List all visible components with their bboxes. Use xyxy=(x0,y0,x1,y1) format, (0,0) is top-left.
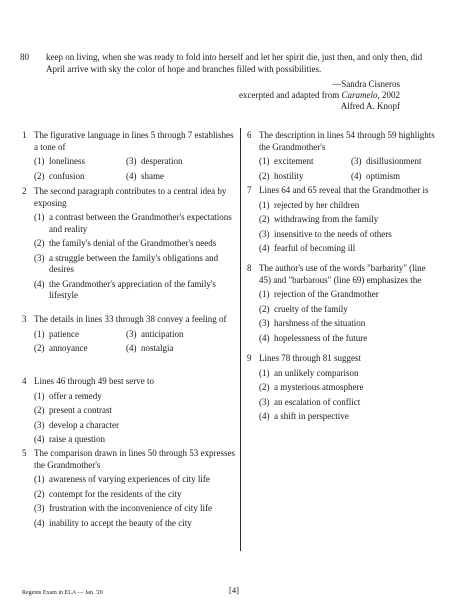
choice-text: optimism xyxy=(366,170,401,181)
question-stem xyxy=(247,130,437,153)
choice-label: (4) xyxy=(34,434,45,444)
question-3 xyxy=(22,314,235,355)
question-6 xyxy=(247,130,437,182)
choice-text: nostalgia xyxy=(141,343,174,353)
choice-label: (1) xyxy=(259,199,270,210)
answer-choices xyxy=(247,289,437,344)
question-text: The description in lines 54 through 59 highlights the Grandmother's xyxy=(259,130,435,152)
line-number: 80 xyxy=(20,52,29,62)
answer-choices xyxy=(22,329,235,355)
choice-text: hostility xyxy=(274,170,304,181)
question-text: Lines 64 and 65 reveal that the Grandmother is xyxy=(259,185,429,195)
passage-text: keep on living, when she was ready to fold into herself and let her spirit die, just then, and only then, did April arrive with sky the color of hope and branches filled with possibilities. xyxy=(46,52,423,74)
question-7 xyxy=(247,185,437,258)
choice-label: (4) xyxy=(34,517,45,528)
answer-choice[interactable] xyxy=(259,333,437,345)
question-5 xyxy=(22,448,235,532)
choice-label: (4) xyxy=(259,332,270,343)
answer-choice[interactable] xyxy=(34,518,235,530)
answer-choice[interactable] xyxy=(259,318,437,330)
question-number: 2 xyxy=(22,186,27,196)
question-stem xyxy=(22,448,235,471)
choice-text: offer a remedy xyxy=(49,390,102,401)
answer-choice[interactable] xyxy=(351,171,437,183)
choice-text: a struggle between the family's obligations and desires xyxy=(49,252,219,274)
question-stem xyxy=(22,376,235,388)
question-number: 3 xyxy=(22,314,27,324)
answer-choice[interactable] xyxy=(34,171,126,183)
answer-choice[interactable] xyxy=(259,243,437,255)
source-title: Caramelo xyxy=(341,90,378,100)
answer-choice[interactable] xyxy=(34,212,235,235)
answer-choice[interactable] xyxy=(126,343,235,355)
choice-label: (4) xyxy=(126,170,137,181)
choice-text: cruelty of the family xyxy=(274,303,348,314)
question-number: 4 xyxy=(22,376,27,386)
answer-choices xyxy=(247,156,437,182)
answer-choice[interactable] xyxy=(351,156,437,168)
choice-text: confusion xyxy=(49,170,85,181)
question-number: 8 xyxy=(247,263,252,273)
choice-text: a contrast between the Grandmother's expectations and reality xyxy=(49,212,232,234)
question-9 xyxy=(247,353,437,426)
question-stem xyxy=(22,130,235,153)
choice-text: patience xyxy=(49,328,79,339)
choice-text: the family's denial of the Grandmother's needs xyxy=(49,238,217,248)
choice-label: (4) xyxy=(259,411,270,421)
choice-label: (3) xyxy=(34,419,45,430)
choice-label: (3) xyxy=(34,503,45,513)
attribution-source xyxy=(239,90,400,101)
choice-label: (4) xyxy=(34,278,45,289)
answer-choices xyxy=(22,212,235,302)
choice-text: develop a character xyxy=(49,419,119,430)
choice-label: (2) xyxy=(34,405,45,415)
choice-text: annoyance xyxy=(49,343,88,353)
attribution-publisher: Alfred A. Knopf xyxy=(340,101,400,111)
choice-label: (3) xyxy=(259,318,270,328)
answer-choice[interactable] xyxy=(34,420,235,432)
answer-choice[interactable] xyxy=(34,405,235,417)
choice-text: shame xyxy=(141,170,164,181)
choice-label: (2) xyxy=(259,382,270,392)
exam-footer: Regents Exam in ELA — Jan. '20 xyxy=(22,590,103,596)
choice-label: (3) xyxy=(126,156,137,166)
choice-label: (4) xyxy=(351,170,362,181)
question-number: 1 xyxy=(22,130,27,140)
choice-label: (1) xyxy=(259,156,270,166)
choice-label: (4) xyxy=(259,243,270,253)
choice-label: (1) xyxy=(259,367,270,378)
choice-text: desperation xyxy=(141,156,183,166)
choice-text: anticipation xyxy=(141,328,184,339)
answer-choice[interactable] xyxy=(34,343,126,355)
answer-choice[interactable] xyxy=(126,171,235,183)
answer-choice[interactable] xyxy=(126,156,235,168)
choice-text: disillusionment xyxy=(366,156,422,166)
question-stem xyxy=(247,353,437,365)
question-text: Lines 78 through 81 suggest xyxy=(259,353,361,363)
answer-choice[interactable] xyxy=(34,391,235,403)
answer-choice[interactable] xyxy=(259,156,351,168)
answer-choice[interactable] xyxy=(259,397,437,409)
question-text: Lines 46 through 49 best serve to xyxy=(34,376,154,386)
answer-choices xyxy=(247,200,437,255)
choice-text: hopelessness of the future xyxy=(274,332,368,343)
question-stem xyxy=(22,314,235,326)
question-4 xyxy=(22,376,235,449)
choice-label: (1) xyxy=(34,328,45,339)
choice-text: contempt for the residents of the city xyxy=(49,488,182,499)
question-text: The figurative language in lines 5 through 7 establishes a tone of xyxy=(34,130,234,152)
answer-choice[interactable] xyxy=(259,214,437,226)
passage-excerpt xyxy=(20,52,430,75)
answer-choice[interactable] xyxy=(259,200,437,212)
choice-label: (3) xyxy=(351,156,362,166)
choice-text: loneliness xyxy=(49,156,85,166)
choice-text: harshness of the situation xyxy=(274,318,366,328)
choice-text: present a contrast xyxy=(49,405,112,415)
question-number: 6 xyxy=(247,130,252,140)
answer-choice[interactable] xyxy=(34,474,235,486)
column-divider xyxy=(240,128,241,551)
choice-label: (1) xyxy=(34,156,45,166)
source-year: , 2002 xyxy=(377,90,400,100)
answer-choice[interactable] xyxy=(34,238,235,250)
question-2 xyxy=(22,186,235,305)
choice-label: (3) xyxy=(34,252,45,263)
choice-label: (2) xyxy=(259,214,270,224)
choice-text: a mysterious atmosphere xyxy=(274,382,364,392)
choice-text: rejection of the Grandmother xyxy=(274,289,379,299)
answer-choice[interactable] xyxy=(259,382,437,394)
choice-label: (1) xyxy=(259,289,270,299)
answer-choice[interactable] xyxy=(259,304,437,316)
attribution xyxy=(239,79,400,112)
answer-choice[interactable] xyxy=(34,434,235,446)
answer-choice[interactable] xyxy=(34,503,235,515)
question-text: The second paragraph contributes to a central idea by exposing xyxy=(34,186,227,208)
answer-choice[interactable] xyxy=(259,171,351,183)
answer-choice[interactable] xyxy=(34,279,235,302)
choice-label: (3) xyxy=(259,228,270,239)
source-prefix: excerpted and adapted from xyxy=(239,90,342,100)
choice-text: an escalation of conflict xyxy=(274,396,361,407)
choice-label: (1) xyxy=(34,474,45,484)
answer-choice[interactable] xyxy=(34,329,126,341)
choice-label: (2) xyxy=(259,170,270,181)
answer-choices xyxy=(22,474,235,529)
choice-text: rejected by her children xyxy=(274,199,360,210)
choice-text: fearful of becoming ill xyxy=(274,243,356,253)
choice-text: a shift in perspective xyxy=(274,411,349,421)
question-text: The author's use of the words "barbarity" (line 45) and "barbarous" (line 69) emphasizes the xyxy=(259,263,426,285)
choice-text: awareness of varying experiences of city life xyxy=(49,474,210,484)
answer-choice[interactable] xyxy=(34,253,235,276)
choice-text: insensitive to the needs of others xyxy=(274,228,392,239)
choice-text: raise a question xyxy=(49,434,105,444)
choice-label: (2) xyxy=(34,170,45,181)
question-stem xyxy=(247,185,437,197)
question-8 xyxy=(247,263,437,347)
choice-label: (2) xyxy=(34,238,45,248)
choice-label: (3) xyxy=(259,396,270,407)
question-number: 7 xyxy=(247,185,252,195)
question-1 xyxy=(22,130,235,182)
choice-text: an unlikely comparison xyxy=(274,367,359,378)
choice-label: (4) xyxy=(126,343,137,353)
attribution-author: —Sandra Cisneros xyxy=(332,79,400,89)
answer-choices xyxy=(22,156,235,182)
question-stem xyxy=(22,186,235,209)
choice-label: (2) xyxy=(34,343,45,353)
answer-choices xyxy=(247,368,437,423)
question-number: 9 xyxy=(247,353,252,363)
page-number: [4] xyxy=(229,585,239,595)
question-stem xyxy=(247,263,437,286)
question-number: 5 xyxy=(22,448,27,458)
answer-choice[interactable] xyxy=(126,329,235,341)
choice-label: (3) xyxy=(126,328,137,339)
answer-choice[interactable] xyxy=(259,289,437,301)
answer-choice[interactable] xyxy=(34,156,126,168)
choice-label: (2) xyxy=(259,303,270,314)
choice-text: frustration with the inconvenience of city life xyxy=(49,503,212,513)
question-text: The details in lines 33 through 38 convey a feeling of xyxy=(34,314,227,324)
answer-choice[interactable] xyxy=(259,229,437,241)
choice-text: excitement xyxy=(274,156,314,166)
answer-choice[interactable] xyxy=(259,368,437,380)
choice-text: inability to accept the beauty of the city xyxy=(49,517,192,528)
choice-label: (2) xyxy=(34,488,45,499)
answer-choices xyxy=(22,391,235,446)
answer-choice[interactable] xyxy=(259,411,437,423)
choice-text: the Grandmother's appreciation of the family's lifestyle xyxy=(49,278,216,300)
choice-label: (1) xyxy=(34,212,45,222)
answer-choice[interactable] xyxy=(34,489,235,501)
question-text: The comparison drawn in lines 50 through 53 expresses the Grandmother's xyxy=(34,448,235,470)
choice-label: (1) xyxy=(34,390,45,401)
choice-text: withdrawing from the family xyxy=(274,214,379,224)
